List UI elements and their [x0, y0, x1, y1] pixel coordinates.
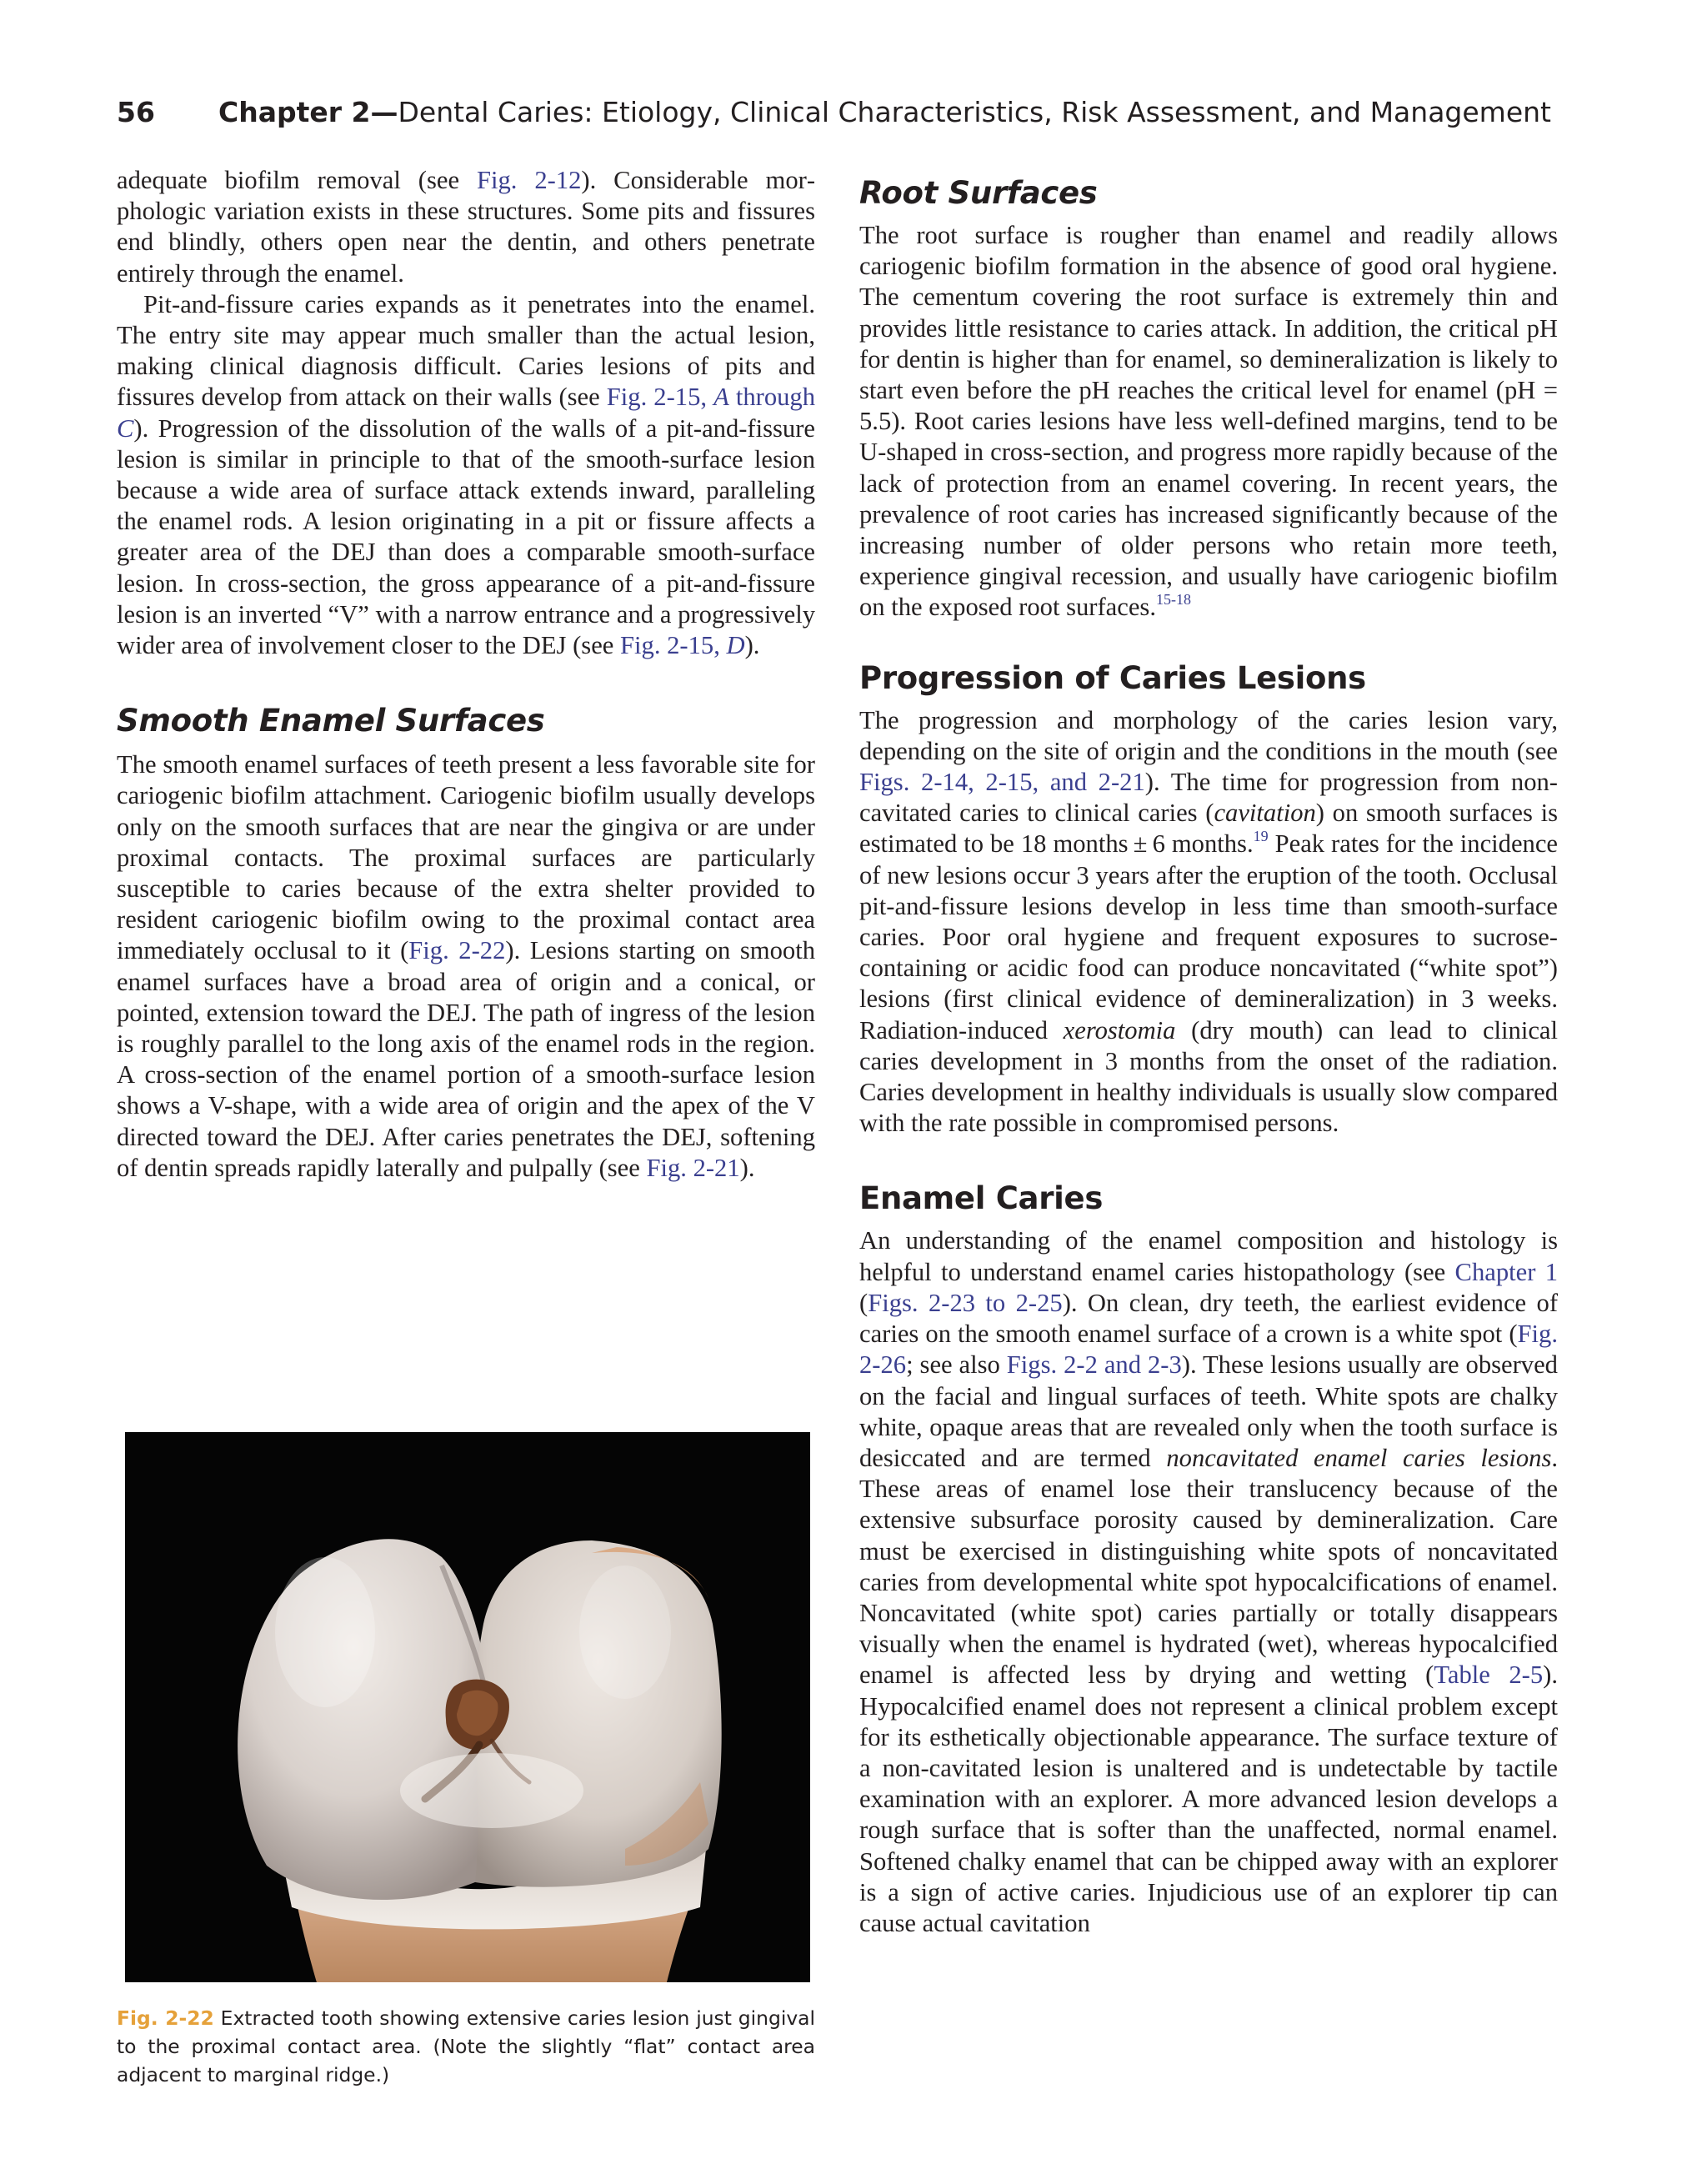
page-number: 56	[117, 96, 155, 128]
figure-link[interactable]: Fig. 2-15, A through C	[117, 383, 816, 443]
reference-superscript[interactable]: 15-18	[1155, 591, 1191, 609]
figure-link[interactable]: Fig. 2-12	[476, 166, 582, 194]
running-head	[117, 93, 1551, 132]
paragraph-progression: The progression and morphology of the caries lesion vary, depending on the site of origin and the conditions in the mouth (see Figs. 2-14, 2-15, and 2-21). The time for progression from non-cavitated caries to clinical caries (cavitation) on smooth surfaces is estimated to be 18 months ± 6 months.$^{19}$ Peak rates for the incidence of new lesions occur 3 years after the eruption of the tooth. Occlusal pit-and-fissure lesions develop in less time than smooth-surface caries. Poor oral hygiene and frequent exposures to sucrose-containing or acidic food can produce noncavitated (“white spot”) lesions (first clinical evidence of demineralization) in 3 weeks. Radiation-induced xerostomia (dry mouth) can lead to clinical caries development in 3 months from the onset of the radiation. Caries development in healthy individuals is usually slow compared with the rate possible in compromised persons.	[859, 705, 1559, 1138]
chapter-title: Dental Caries: Etiology, Clinical Characteristics, Risk Assessment, and Management	[398, 96, 1551, 128]
figure-link[interactable]: Fig. 2-15, D	[620, 631, 745, 660]
paragraph-root-surfaces: The root surface is rougher than enamel and readily allows cariogenic biofilm formation in the absence of good oral hygiene. The cementum covering the root surface is extremely thin and provides little resistance to caries attack. In addition, the critical pH for dentin is higher than for enamel, so demineralization is likely to start even before the pH reaches the critical level for enamel (pH = 5.5). Root caries lesions have less well-defined margins, tend to be U-shaped in cross-section, and progress more rapidly because of the lack of protection from an enamel covering. In recent years, the prevalence of root caries has increased significantly because of the increasing number of older persons who retain more teeth, experience gingival recession, and usually have cariogenic biofilm on the exposed root surfaces.$^{15-18}$	[859, 221, 1558, 622]
chapter-link[interactable]: Chapter 1	[1454, 1257, 1558, 1286]
paragraph-pit-fissure-caries: Pit-and-fissure caries expands as it penetrates into the enamel. The entry site may appear much smaller than the actual lesion, making clinical diagnosis difficult. Caries lesions of pits and fissures develop from attack on their walls (see Fig. 2-15, A through C). Progression of the dissolution of the walls of a pit-and-fissure lesion is similar in principle to that of the smooth-surface lesion because a wide area of surface attack extends inward, paralleling the enamel rods. A lesion originating in a pit or fissure affects a greater area of the DEJ than does a comparable smooth-surface lesion. In cross-section, the gross appearance of a pit-and-fissure lesion is an inverted “V” with a narrow entrance and a progressively wider area of involvement closer to the DEJ (see Fig. 2-15, D).	[117, 289, 816, 660]
paragraph-enamel-caries: An understanding of the enamel composition and histology is helpful to understand enamel caries histopathology (see Chapter 1 (Figs. 2-23 to 2-25). On clean, dry teeth, the earliest evidence of caries on the smooth enamel surface of a crown is a white spot (Fig. 2-26; see also Figs. 2-2 and 2-3). These lesions usually are observed on the facial and lingual surfaces of teeth. White spots are chalky white, opaque areas that are revealed only when the tooth surface is desiccated and are termed noncavitated enamel caries lesions. These areas of enamel lose their translucency because of the extensive subsurface porosity caused by demineralization. Care must be exercised in distinguishing white spots of noncavitated caries from developmental white spot hypocalcifications of enamel. Noncavitated (white spot) caries partially or totally disappears visually when the enamel is hydrated (wet), whereas hypocalcified enamel is affected less by drying and wetting (Table 2-5). Hypocalcified enamel does not represent a clinical problem except for its esthetically objectionable appearance. The surface texture of a non-cavitated lesion is unaltered and is undetectable by tactile examination with an explorer. A more advanced lesion develops a rough surface that is softer than the unaffected, normal enamel. Softened chalky enamel that can be chipped away with an explorer is a sign of active caries. Injudicious use of an explorer tip can cause actual cavitation	[859, 1226, 1559, 1937]
figure-label: Fig. 2-22	[117, 2006, 214, 2030]
figure-link[interactable]: Fig. 2-21	[646, 1153, 740, 1182]
chapter-label: Chapter 2—	[218, 96, 398, 128]
caption-text: Extracted tooth showing extensive caries lesion just gingival to the proximal contact area. (Note the slightly “flat” contact area adjacent to marginal ridge.)	[117, 2006, 815, 2086]
figure-link[interactable]: Fig. 2-26	[859, 1320, 1558, 1380]
section-heading-enamel-caries: Enamel Caries	[859, 1180, 1104, 1217]
paragraph-pits-fissures-continued: adequate biofilm removal (see Fig. 2-12). Considerable morphologic variation exists in these structures. Some pits and fissures end blindly, others open near the dentin, and others penetrate entirely through the enamel.	[117, 166, 816, 288]
figure-link[interactable]: Fig. 2-22	[408, 936, 506, 965]
section-heading-smooth-enamel: Smooth Enamel Surfaces	[117, 703, 545, 739]
left-column	[117, 165, 815, 1184]
paragraph-smooth-enamel: The smooth enamel surfaces of teeth present a less favorable site for cariogenic biofilm attachment. Cariogenic biofilm usually develops only on the smooth surfaces that are near the gingiva or are under proximal contacts. The proximal surfaces are particularly susceptible to caries because of the extra shelter provided to resident cariogenic biofilm owing to the proximal contact area immediately occlusal to it (Fig. 2-22). Lesions starting on smooth enamel surfaces have a broad area of origin and a conical, or pointed, extension toward the DEJ. The path of ingress of the lesion is roughly parallel to the long axis of the enamel rods in the region. A cross-section of the enamel portion of a smooth-surface lesion shows a V-shape, with a wide area of origin and the apex of the V directed toward the DEJ. After caries penetrates the DEJ, softening of dentin spreads rapidly laterally and pulpally (see Fig. 2-21).	[117, 750, 815, 1182]
table-link[interactable]: Table 2-5	[1434, 1661, 1544, 1690]
figure-tooth-photo	[125, 1432, 810, 1982]
figure-caption	[117, 2004, 815, 2089]
reference-superscript[interactable]: 19	[1253, 828, 1269, 845]
section-heading-progression: Progression of Caries Lesions	[859, 659, 1366, 696]
right-column	[859, 165, 1558, 1939]
figure-link[interactable]: Figs. 2-2 and 2-3	[1006, 1350, 1182, 1380]
figure-link[interactable]: Figs. 2-14, 2-15, and 2-21	[859, 768, 1145, 797]
extracted-tooth-image	[125, 1432, 810, 1982]
figure-link[interactable]: Figs. 2-23 to 2-25	[868, 1288, 1063, 1317]
section-heading-root-surfaces: Root Surfaces	[859, 175, 1098, 211]
